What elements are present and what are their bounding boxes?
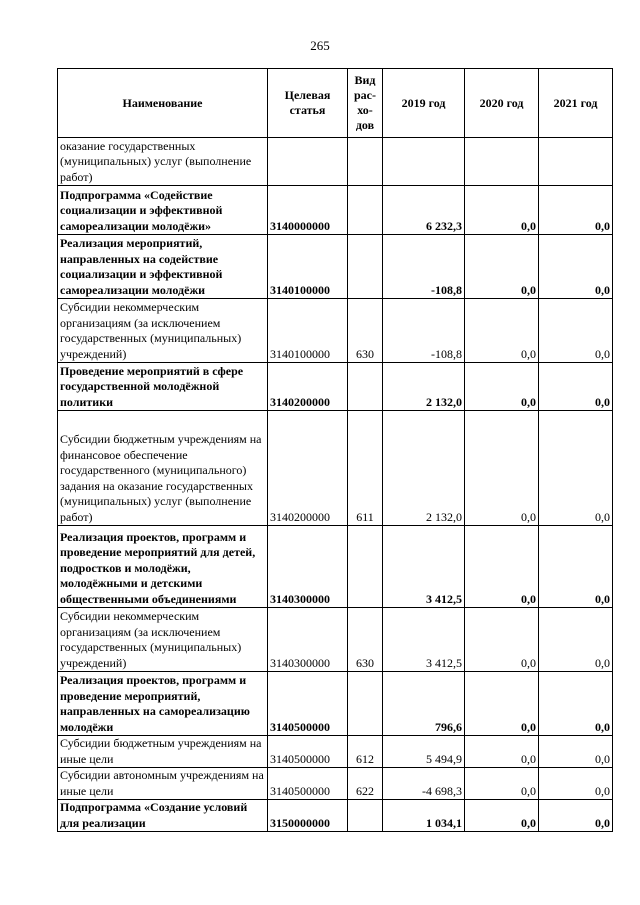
row-name: Субсидии некоммерческим организациям (за исключением государственных (муниципальных) учреждений) bbox=[58, 608, 268, 672]
row-value-2021: 0,0 bbox=[539, 299, 613, 363]
row-expense-type bbox=[348, 363, 383, 411]
row-value-2020: 0,0 bbox=[465, 608, 539, 672]
header-2019: 2019 год bbox=[383, 69, 465, 138]
row-value-2021: 0,0 bbox=[539, 526, 613, 608]
row-target-code: 3140300000 bbox=[268, 526, 348, 608]
row-name: Субсидии бюджетным учреждениям на иные цели bbox=[58, 736, 268, 768]
row-value-2021: 0,0 bbox=[539, 186, 613, 235]
row-expense-type bbox=[348, 138, 383, 186]
table-row bbox=[58, 363, 613, 411]
row-value-2019: 2 132,0 bbox=[383, 363, 465, 411]
page-number: 265 bbox=[310, 38, 330, 53]
row-target-code: 3140500000 bbox=[268, 768, 348, 800]
budget-table bbox=[57, 68, 613, 832]
table-row bbox=[58, 768, 613, 800]
row-target-code: 3140200000 bbox=[268, 363, 348, 411]
row-name: Реализация проектов, программ и проведение мероприятий, направленных на самореализацию молодёжи bbox=[58, 672, 268, 736]
row-name: Субсидии некоммерческим организациям (за исключением государственных (муниципальных) учреждений) bbox=[58, 299, 268, 363]
row-target-code: 3140500000 bbox=[268, 672, 348, 736]
row-value-2021 bbox=[539, 138, 613, 186]
row-value-2021: 0,0 bbox=[539, 411, 613, 526]
row-expense-type bbox=[348, 186, 383, 235]
row-target-code bbox=[268, 138, 348, 186]
row-value-2020: 0,0 bbox=[465, 363, 539, 411]
row-value-2020: 0,0 bbox=[465, 411, 539, 526]
row-value-2020: 0,0 bbox=[465, 526, 539, 608]
row-expense-type bbox=[348, 235, 383, 299]
row-name: Реализация мероприятий, направленных на содействие социализации и эффективной самореализации молодёжи bbox=[58, 235, 268, 299]
row-value-2019: 1 034,1 bbox=[383, 800, 465, 832]
table-row bbox=[58, 299, 613, 363]
row-value-2019: -4 698,3 bbox=[383, 768, 465, 800]
row-name: Субсидии автономным учреждениям на иные цели bbox=[58, 768, 268, 800]
table-row bbox=[58, 736, 613, 768]
row-value-2019: 3 412,5 bbox=[383, 608, 465, 672]
row-target-code: 3140100000 bbox=[268, 299, 348, 363]
table-row bbox=[58, 411, 613, 526]
row-value-2020: 0,0 bbox=[465, 672, 539, 736]
header-type: Вид рас-хо-дов bbox=[348, 69, 383, 138]
table-row bbox=[58, 526, 613, 608]
row-value-2019: -108,8 bbox=[383, 299, 465, 363]
row-expense-type: 612 bbox=[348, 736, 383, 768]
row-value-2020: 0,0 bbox=[465, 299, 539, 363]
row-value-2021: 0,0 bbox=[539, 672, 613, 736]
table-row bbox=[58, 235, 613, 299]
row-value-2020: 0,0 bbox=[465, 235, 539, 299]
row-value-2021: 0,0 bbox=[539, 235, 613, 299]
header-2021: 2021 год bbox=[539, 69, 613, 138]
row-value-2019: 5 494,9 bbox=[383, 736, 465, 768]
row-target-code: 3150000000 bbox=[268, 800, 348, 832]
table-row bbox=[58, 608, 613, 672]
row-expense-type bbox=[348, 526, 383, 608]
row-value-2019: -108,8 bbox=[383, 235, 465, 299]
row-value-2020 bbox=[465, 138, 539, 186]
table-row bbox=[58, 672, 613, 736]
row-target-code: 3140100000 bbox=[268, 235, 348, 299]
row-name: Субсидии бюджетным учреждениям на финансовое обеспечение государственного (муниципального) задания на оказание государственных (муниципальных) услуг (выполнение работ) bbox=[58, 411, 268, 526]
table-row bbox=[58, 800, 613, 832]
row-value-2020: 0,0 bbox=[465, 800, 539, 832]
row-expense-type: 630 bbox=[348, 608, 383, 672]
row-value-2021: 0,0 bbox=[539, 608, 613, 672]
table-row bbox=[58, 138, 613, 186]
row-value-2021: 0,0 bbox=[539, 363, 613, 411]
row-expense-type: 611 bbox=[348, 411, 383, 526]
row-name: Подпрограмма «Создание условий для реализации bbox=[58, 800, 268, 832]
row-expense-type: 630 bbox=[348, 299, 383, 363]
row-value-2021: 0,0 bbox=[539, 800, 613, 832]
row-expense-type bbox=[348, 672, 383, 736]
row-value-2019: 6 232,3 bbox=[383, 186, 465, 235]
table-body bbox=[58, 138, 613, 832]
row-target-code: 3140300000 bbox=[268, 608, 348, 672]
row-value-2021: 0,0 bbox=[539, 768, 613, 800]
row-value-2019 bbox=[383, 138, 465, 186]
row-expense-type: 622 bbox=[348, 768, 383, 800]
row-value-2020: 0,0 bbox=[465, 768, 539, 800]
row-name: Реализация проектов, программ и проведение мероприятий для детей, подростков и молодёжи, молодёжными и детскими общественными объединениями bbox=[58, 526, 268, 608]
header-2020: 2020 год bbox=[465, 69, 539, 138]
row-target-code: 3140000000 bbox=[268, 186, 348, 235]
row-value-2021: 0,0 bbox=[539, 736, 613, 768]
row-target-code: 3140500000 bbox=[268, 736, 348, 768]
row-name: Подпрограмма «Содействие социализации и эффективной самореализации молодёжи» bbox=[58, 186, 268, 235]
header-name: Наименование bbox=[58, 69, 268, 138]
header-target: Целевая статья bbox=[268, 69, 348, 138]
row-value-2019: 3 412,5 bbox=[383, 526, 465, 608]
row-value-2019: 2 132,0 bbox=[383, 411, 465, 526]
row-name: оказание государственных (муниципальных) услуг (выполнение работ) bbox=[58, 138, 268, 186]
row-expense-type bbox=[348, 800, 383, 832]
row-name: Проведение мероприятий в сфере государственной молодёжной политики bbox=[58, 363, 268, 411]
row-target-code: 3140200000 bbox=[268, 411, 348, 526]
header-row bbox=[58, 69, 613, 138]
table-row bbox=[58, 186, 613, 235]
row-value-2020: 0,0 bbox=[465, 186, 539, 235]
row-value-2020: 0,0 bbox=[465, 736, 539, 768]
row-value-2019: 796,6 bbox=[383, 672, 465, 736]
